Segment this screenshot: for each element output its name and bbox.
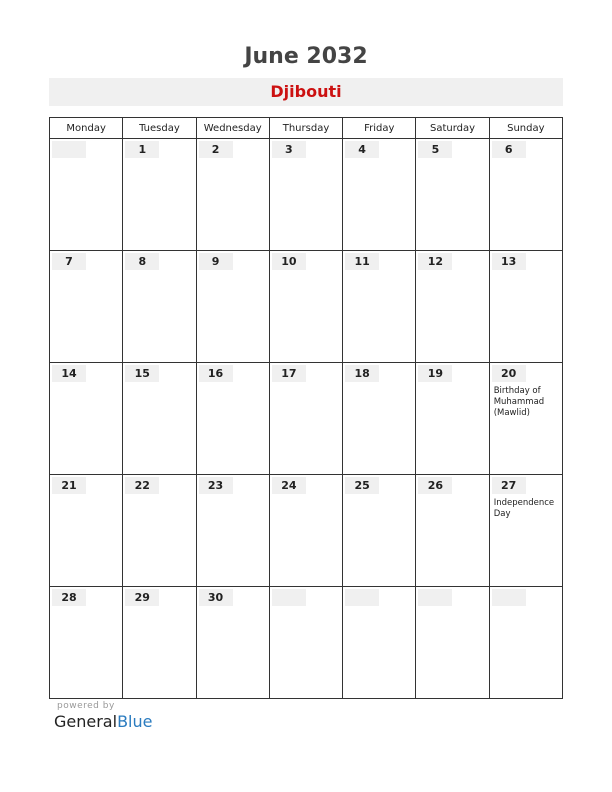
day-cell xyxy=(50,139,123,251)
day-cell xyxy=(416,251,489,363)
page-title: June 2032 xyxy=(244,44,368,69)
day-cell xyxy=(123,587,196,699)
weekday-header: Sunday xyxy=(489,118,562,139)
week-row xyxy=(50,251,563,363)
country-bar xyxy=(49,78,563,106)
day-cell xyxy=(416,475,489,587)
day-number: 19 xyxy=(418,365,452,382)
day-cell xyxy=(196,363,269,475)
day-number: 9 xyxy=(199,253,233,270)
day-cell xyxy=(196,139,269,251)
weekday-header-row xyxy=(50,118,563,139)
day-number: 10 xyxy=(272,253,306,270)
brand-general: General xyxy=(54,712,118,731)
day-number: 8 xyxy=(125,253,159,270)
generalblue-logo[interactable] xyxy=(54,712,152,731)
weekday-header: Friday xyxy=(343,118,416,139)
day-cell xyxy=(269,139,342,251)
day-cell xyxy=(343,363,416,475)
day-cell xyxy=(269,363,342,475)
day-number: 25 xyxy=(345,477,379,494)
day-cell xyxy=(50,251,123,363)
day-number: 11 xyxy=(345,253,379,270)
day-number xyxy=(52,141,86,158)
week-row xyxy=(50,363,563,475)
powered-by-text: powered by xyxy=(57,701,115,711)
day-number: 23 xyxy=(199,477,233,494)
day-cell xyxy=(196,251,269,363)
day-cell xyxy=(343,139,416,251)
day-number xyxy=(418,589,452,606)
brand-blue: Blue xyxy=(117,712,153,731)
day-number: 26 xyxy=(418,477,452,494)
day-cell xyxy=(416,139,489,251)
day-cell xyxy=(343,251,416,363)
day-number: 17 xyxy=(272,365,306,382)
weekday-header: Saturday xyxy=(416,118,489,139)
day-cell xyxy=(269,251,342,363)
weekday-header: Thursday xyxy=(269,118,342,139)
day-number: 16 xyxy=(199,365,233,382)
day-cell xyxy=(123,251,196,363)
day-number: 21 xyxy=(52,477,86,494)
holiday-label: Birthday of Muhammad (Mawlid) xyxy=(493,386,545,418)
day-cell xyxy=(416,363,489,475)
day-cell xyxy=(343,475,416,587)
day-number: 30 xyxy=(199,589,233,606)
day-cell xyxy=(489,363,562,475)
day-number: 7 xyxy=(52,253,86,270)
day-number: 12 xyxy=(418,253,452,270)
day-cell xyxy=(123,475,196,587)
day-number: 18 xyxy=(345,365,379,382)
day-cell xyxy=(489,139,562,251)
weekday-header: Monday xyxy=(50,118,123,139)
day-cell xyxy=(269,587,342,699)
calendar-grid xyxy=(49,117,563,699)
day-number: 29 xyxy=(125,589,159,606)
day-cell xyxy=(489,251,562,363)
day-number: 2 xyxy=(199,141,233,158)
day-number xyxy=(345,589,379,606)
day-cell xyxy=(50,475,123,587)
weekday-header: Tuesday xyxy=(123,118,196,139)
day-number: 5 xyxy=(418,141,452,158)
day-number: 15 xyxy=(125,365,159,382)
day-number: 27 xyxy=(492,477,526,494)
day-number xyxy=(272,589,306,606)
week-row xyxy=(50,139,563,251)
day-number: 4 xyxy=(345,141,379,158)
day-cell xyxy=(196,475,269,587)
week-row xyxy=(50,587,563,699)
day-number: 28 xyxy=(52,589,86,606)
day-cell xyxy=(123,363,196,475)
day-cell xyxy=(50,363,123,475)
day-number xyxy=(492,589,526,606)
day-cell xyxy=(123,139,196,251)
country-name: Djibouti xyxy=(270,82,342,101)
day-cell xyxy=(343,587,416,699)
day-cell xyxy=(489,587,562,699)
day-cell xyxy=(416,587,489,699)
day-cell xyxy=(50,587,123,699)
day-number: 22 xyxy=(125,477,159,494)
day-number: 1 xyxy=(125,141,159,158)
day-number: 6 xyxy=(492,141,526,158)
day-cell xyxy=(269,475,342,587)
day-cell xyxy=(196,587,269,699)
day-cell xyxy=(489,475,562,587)
day-number: 14 xyxy=(52,365,86,382)
week-row xyxy=(50,475,563,587)
holiday-label: Independence Day xyxy=(493,498,555,519)
day-number: 13 xyxy=(492,253,526,270)
day-number: 20 xyxy=(492,365,526,382)
day-number: 24 xyxy=(272,477,306,494)
day-number: 3 xyxy=(272,141,306,158)
weekday-header: Wednesday xyxy=(196,118,269,139)
